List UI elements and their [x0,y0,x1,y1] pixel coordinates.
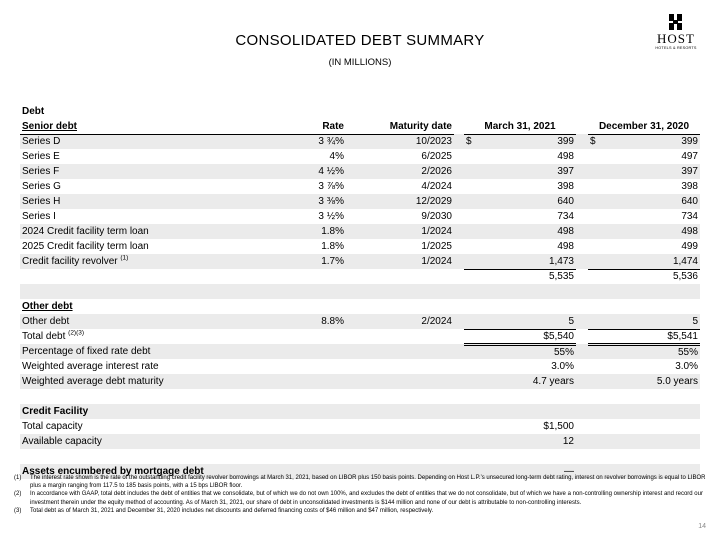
maturity-cell: 10/2023 [346,134,454,149]
empty-cell [346,344,454,359]
maturity-cell: 9/2030 [346,209,454,224]
row-label-text: Total debt [22,331,66,342]
senior-debt-row [20,134,700,149]
logo-wordmark: HOST [657,31,695,46]
row-label-text: Series I [22,211,56,222]
mar-2021-cell: — [464,464,576,479]
table-header-row [20,119,700,134]
empty-cell [238,449,346,464]
value: 640 [681,196,698,207]
senior-debt-row [20,239,700,254]
maturity-cell: 6/2025 [346,149,454,164]
empty-cell [464,299,576,314]
empty-cell [464,404,576,419]
section-row-other-debt [20,299,700,314]
section-row-credit-facility [20,404,700,419]
row-label [20,194,238,209]
empty-cell [454,179,464,194]
senior-debt-row [20,164,700,179]
row-label [20,179,238,194]
value: 399 [557,136,574,148]
row-label-text: Series E [22,151,60,162]
empty-cell [346,299,454,314]
senior-debt-row [20,224,700,239]
empty-cell [454,239,464,254]
empty-cell [454,299,464,314]
row-label-text: Series D [22,136,61,148]
row-label [20,239,238,254]
total-capacity-row [20,419,700,434]
empty-cell [454,404,464,419]
maturity-cell: 12/2029 [346,194,454,209]
row-label [20,149,238,164]
empty-cell [464,284,576,299]
row-label-text: 2024 Credit facility term loan [22,226,149,237]
column-header-rate: Rate [238,119,346,134]
empty-cell [588,449,700,464]
row-label [20,374,238,389]
currency-symbol: $ [590,136,596,148]
row-label [20,359,238,374]
empty-cell [454,209,464,224]
row-label-text: Series G [22,181,61,192]
empty-cell [20,284,238,299]
empty-cell [454,314,464,329]
maturity-cell: 2/2024 [346,314,454,329]
value: 399 [681,136,698,148]
empty-cell [454,164,464,179]
wavg-rate-row [20,359,700,374]
row-label [20,254,238,269]
dec-2020-cell [588,164,700,179]
empty-cell [238,374,346,389]
row-label [20,134,238,149]
dec-2020-cell [588,254,700,269]
empty-cell [454,344,464,359]
rate-cell: 1.8% [238,239,346,254]
senior-debt-row [20,209,700,224]
empty-cell [576,149,588,164]
empty-cell [346,284,454,299]
section-heading-debt: Debt [20,104,238,119]
senior-subtotal-row [20,269,700,284]
empty-cell [238,299,346,314]
rate-cell: 8.8% [238,314,346,329]
empty-cell [238,404,346,419]
debt-summary-table [20,104,700,494]
empty-cell [454,374,464,389]
spacer-row [20,284,700,299]
dec-2020-cell [588,149,700,164]
row-label-text: Available capacity [22,436,102,447]
dec-2020-cell: 5.0 years [588,374,700,389]
empty-cell [576,269,588,284]
maturity-cell: 2/2026 [346,164,454,179]
empty-cell [238,434,346,449]
mar-2021-cell: 5 [464,314,576,329]
empty-cell [454,149,464,164]
row-label-text: Weighted average interest rate [22,361,159,372]
empty-cell [464,449,576,464]
value: 397 [681,166,698,177]
company-logo [646,14,706,51]
section-heading-other-debt: Other debt [20,299,238,314]
rate-cell: 4% [238,149,346,164]
column-header-mar-2021: March 31, 2021 [464,119,576,134]
currency-symbol: $ [466,136,472,148]
empty-cell [346,389,454,404]
empty-cell [238,419,346,434]
empty-cell [346,449,454,464]
logo-tagline: HOTELS & RESORTS [655,46,697,50]
row-label [20,344,238,359]
section-heading-credit-facility: Credit Facility [20,404,238,419]
footnotes [14,474,706,515]
empty-cell [588,434,700,449]
empty-cell [576,209,588,224]
subtotal-mar-2021: 5,535 [464,269,576,284]
empty-cell [346,419,454,434]
empty-cell [576,314,588,329]
row-label-text: Other debt [22,316,70,327]
empty-cell [346,269,454,284]
dec-2020-cell [588,224,700,239]
total-dec-2020: $5,541 [588,329,700,344]
section-row-debt [20,104,700,119]
value: 398 [557,181,574,192]
empty-cell [454,269,464,284]
empty-cell [588,419,700,434]
row-label-text: 2025 Credit facility term loan [22,241,149,252]
empty-cell [454,419,464,434]
empty-cell [20,449,238,464]
empty-cell [454,194,464,209]
footnote-ref: (2)(3) [68,329,85,337]
empty-cell [576,434,588,449]
empty-cell [238,284,346,299]
empty-cell [588,299,700,314]
empty-cell [454,434,464,449]
empty-cell [454,359,464,374]
empty-cell [454,449,464,464]
empty-cell [576,284,588,299]
row-label [20,419,238,434]
empty-cell [454,134,464,149]
value: 1,474 [672,255,698,267]
pct-fixed-row [20,344,700,359]
spacer-row [20,389,700,404]
mar-2021-cell: 55% [464,344,576,359]
empty-cell [588,404,700,419]
value: 498 [681,226,698,237]
page-number: 14 [698,523,706,530]
maturity-cell: 1/2025 [346,239,454,254]
dec-2020-cell [588,194,700,209]
senior-debt-row [20,179,700,194]
footnote-ref: (1) [120,254,129,262]
empty-cell [464,389,576,404]
mar-2021-cell [464,224,576,239]
mar-2021-cell [464,194,576,209]
column-header-senior-debt: Senior debt [20,119,238,134]
empty-cell [576,389,588,404]
empty-cell [238,389,346,404]
mar-2021-cell [464,239,576,254]
empty-cell [576,239,588,254]
footnote-2: (2) In accordance with GAAP, total debt includes the debt of entities that we consolidate, but of which we do not own 100%, and excludes the debt of entities that we do not consolidate, but of which we have a non-controlling ownership interest and record our investment therein under the equity method of accounting. As of March 31, 2021, our share of debt in unconsolidated investments is $144 million and none of our debt is attributable to non-controlling interests. [14,491,703,506]
maturity-cell: 1/2024 [346,254,454,269]
mar-2021-cell [464,164,576,179]
dec-2020-cell: 3.0% [588,359,700,374]
assets-encumbered-label: Assets encumbered by mortgage debt [20,464,238,479]
empty-cell [576,134,588,149]
dec-2020-cell [588,134,700,149]
empty-cell [454,329,464,344]
mar-2021-cell [464,179,576,194]
empty-cell [576,404,588,419]
spacer-row [20,449,700,464]
value: 734 [681,211,698,222]
row-label [20,314,238,329]
empty-cell [346,359,454,374]
empty-cell [576,329,588,344]
value: 397 [557,166,574,177]
other-debt-row [20,314,700,329]
value: 1,473 [548,255,574,267]
empty-cell [238,329,346,344]
empty-cell [346,404,454,419]
mar-2021-cell: 12 [464,434,576,449]
row-label-text: Weighted average debt maturity [22,376,164,387]
empty-cell [454,224,464,239]
empty-cell [588,284,700,299]
value: 640 [557,196,574,207]
row-label [20,224,238,239]
page-title: CONSOLIDATED DEBT SUMMARY [235,32,485,49]
empty-cell [238,269,346,284]
dec-2020-cell: 55% [588,344,700,359]
column-header-maturity: Maturity date [346,119,454,134]
value: 734 [557,211,574,222]
rate-cell: 3 ½% [238,209,346,224]
empty-cell [576,254,588,269]
column-header-dec-2020: December 31, 2020 [588,119,700,134]
empty-cell [576,224,588,239]
total-mar-2021: $5,540 [464,329,576,344]
dec-2020-cell: 5 [588,314,700,329]
senior-debt-row [20,194,700,209]
maturity-cell: 4/2024 [346,179,454,194]
empty-cell [576,194,588,209]
senior-debt-row [20,254,700,269]
available-capacity-row [20,434,700,449]
mar-2021-cell [464,149,576,164]
empty-cell [454,284,464,299]
mar-2021-cell: 4.7 years [464,374,576,389]
rate-cell: 3 ¾% [238,134,346,149]
empty-cell [20,269,238,284]
dec-2020-cell [588,239,700,254]
empty-cell [20,389,238,404]
empty-cell [346,329,454,344]
value: 497 [681,151,698,162]
mar-2021-cell [464,134,576,149]
mar-2021-cell: 3.0% [464,359,576,374]
empty-cell [576,164,588,179]
empty-cell [346,434,454,449]
dec-2020-cell [588,209,700,224]
rate-cell: 3 ⅞% [238,179,346,194]
rate-cell: 3 ⅜% [238,194,346,209]
value: 499 [681,241,698,252]
footnote-1: (1) The interest rate shown is the rate of the outstanding credit facility revolver borrowings at March 31, 2021, based on LIBOR plus 150 basis points. Depending on Host L.P.’s unsecured long-term debt rating, interest on revolver borrowings is equal to LIBOR plus a margin ranging from 117.5 to 185 basis points, with a 15 bps LIBOR floor. [14,475,706,490]
empty-cell [346,374,454,389]
mar-2021-cell [464,254,576,269]
empty-cell [576,419,588,434]
row-label-text: Credit facility revolver [22,256,118,267]
row-label-text: Total capacity [22,421,83,432]
empty-cell [454,389,464,404]
empty-cell [454,254,464,269]
value: 398 [681,181,698,192]
empty-cell [576,359,588,374]
logo-mark-icon [669,14,683,30]
senior-debt-row [20,149,700,164]
empty-cell [576,299,588,314]
maturity-cell: 1/2024 [346,224,454,239]
empty-cell [576,179,588,194]
subtotal-dec-2020: 5,536 [588,269,700,284]
empty-cell [576,344,588,359]
footnote-3: (3) Total debt as of March 31, 2021 and December 31, 2020 includes net discounts and deferred financing costs of $46 million and $47 million, respectively. [14,507,434,514]
mar-2021-cell: $1,500 [464,419,576,434]
row-label-text: Series H [22,196,61,207]
dec-2020-cell [588,179,700,194]
empty-cell [576,449,588,464]
row-label-text: Percentage of fixed rate debt [22,346,151,357]
value: 498 [557,241,574,252]
wavg-maturity-row [20,374,700,389]
row-label [20,209,238,224]
rate-cell: 1.7% [238,254,346,269]
page-subtitle: (IN MILLIONS) [328,57,392,68]
empty-cell [238,344,346,359]
value: 498 [557,151,574,162]
empty-cell [588,389,700,404]
row-label [20,329,238,344]
rate-cell: 4 ½% [238,164,346,179]
total-debt-row [20,329,700,344]
row-label [20,164,238,179]
empty-cell [238,359,346,374]
empty-cell [576,374,588,389]
row-label-text: Series F [22,166,60,177]
mar-2021-cell [464,209,576,224]
rate-cell: 1.8% [238,224,346,239]
value: 498 [557,226,574,237]
row-label [20,434,238,449]
